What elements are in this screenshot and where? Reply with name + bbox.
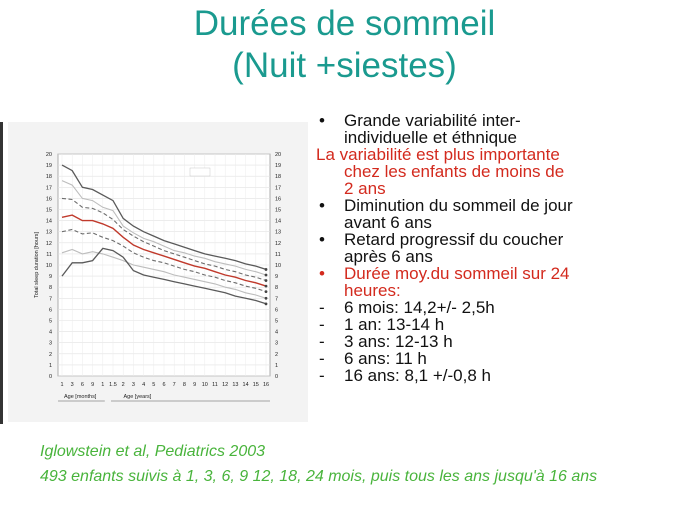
bullet-text: 6 mois: 14,2+/- 2,5h	[344, 298, 495, 317]
bullet-text: Diminution du sommeil de jour	[344, 196, 573, 215]
y-tick-label-right: 19	[275, 163, 282, 170]
bullet-item	[316, 367, 688, 384]
series-end-point	[265, 279, 268, 282]
bullet-text: 3 ans: 12-13 h	[344, 332, 453, 351]
y-tick-label: 19	[45, 163, 52, 170]
bullet-item	[316, 146, 688, 197]
sleep-duration-chart	[0, 112, 312, 424]
y-tick-label: 6	[48, 307, 52, 314]
bullet-item	[316, 231, 688, 265]
x-tick-label: 8	[182, 382, 186, 388]
bullet-text: heures:	[344, 281, 401, 300]
y-tick-label: 10	[45, 263, 52, 269]
y-tick-label: 1	[48, 362, 52, 369]
chart-edge	[0, 122, 3, 424]
x-tick-label: 15	[252, 382, 259, 388]
x-tick-label: 4	[142, 382, 146, 388]
y-tick-label: 4	[48, 329, 52, 336]
y-tick-label: 11	[46, 251, 52, 258]
bullet-text: Durée moy.du sommeil sur 24	[344, 264, 570, 283]
x-tick-label: 10	[201, 382, 208, 388]
y-tick-label: 20	[45, 152, 52, 158]
bullet-text: 1 an: 13-14 h	[344, 315, 445, 334]
y-tick-label: 0	[48, 374, 52, 380]
x-tick-label: 1	[60, 382, 64, 388]
dash-marker: -	[319, 298, 325, 317]
y-tick-label-right: 15	[275, 207, 282, 214]
bullet-text: 6 ans: 11 h	[344, 349, 427, 368]
y-tick-label: 2	[48, 351, 52, 358]
y-tick-label-right: 3	[275, 340, 279, 347]
x-tick-label: 1.5	[109, 382, 117, 388]
y-tick-label-right: 8	[275, 285, 279, 292]
y-tick-label-right: 1	[275, 362, 279, 369]
y-tick-label-right: 9	[275, 274, 279, 281]
x-tick-label: 7	[172, 382, 176, 388]
x-tick-label: 9	[193, 382, 197, 388]
y-tick-label: 14	[45, 218, 52, 225]
dash-marker: -	[319, 315, 325, 334]
x-tick-label: 3	[70, 382, 74, 388]
x-tick-label: 13	[232, 382, 239, 388]
x-tick-label: 12	[222, 382, 229, 388]
bullet-text: La variabilité est plus importante	[316, 145, 560, 164]
bullet-marker: •	[319, 264, 325, 283]
y-tick-label-right: 10	[275, 263, 282, 269]
y-tick-label-right: 11	[275, 251, 281, 258]
y-tick-label: 9	[48, 274, 52, 281]
x-tick-label: 6	[80, 382, 84, 388]
dash-marker: -	[319, 332, 325, 351]
series-end-point	[265, 302, 268, 305]
y-tick-label: 7	[48, 296, 52, 303]
bullet-text: Grande variabilité inter-	[344, 111, 521, 130]
bullet-text: individuelle et éthnique	[344, 128, 517, 147]
y-axis-label: Total sleep duration [hours]	[34, 231, 40, 299]
bullet-text: 2 ans	[344, 179, 386, 198]
bullet-item	[316, 299, 688, 316]
x-tick-label: 2	[121, 382, 125, 388]
reference-detail: 493 enfants suivis à 1, 3, 6, 9 12, 18, 24 mois, puis tous les ans jusqu'à 16 ans	[40, 468, 598, 485]
bullet-marker: •	[319, 230, 325, 249]
dash-marker: -	[319, 349, 325, 368]
y-tick-label-right: 2	[275, 351, 279, 358]
bullet-list	[316, 112, 688, 384]
bullet-marker: •	[319, 111, 325, 130]
y-tick-label-right: 7	[275, 296, 279, 303]
y-tick-label: 18	[45, 174, 52, 181]
series-end-point	[265, 268, 268, 271]
y-tick-label: 17	[45, 185, 52, 192]
y-tick-label-right: 14	[275, 218, 282, 225]
chart-inset-box	[190, 168, 210, 176]
reference-citation: Iglowstein et al, Pediatrics 2003	[40, 443, 266, 460]
y-tick-label: 5	[48, 318, 52, 325]
dash-marker: -	[319, 366, 325, 385]
bullet-marker: •	[319, 196, 325, 215]
series-end-point	[265, 274, 268, 277]
x-tick-label: 6	[162, 382, 166, 388]
slide-title: Durées de sommeil	[193, 4, 496, 43]
bullet-item	[316, 265, 688, 299]
bullet-text: après 6 ans	[344, 247, 433, 266]
series-end-point	[265, 285, 268, 288]
y-tick-label-right: 20	[275, 152, 282, 158]
y-tick-label-right: 5	[275, 318, 279, 325]
y-tick-label-right: 17	[275, 185, 282, 192]
x-axis-label-months: Age [months]	[63, 394, 97, 400]
x-tick-label: 5	[152, 382, 156, 388]
y-tick-label-right: 0	[275, 374, 279, 380]
bullet-item	[316, 316, 688, 333]
bullet-text: avant 6 ans	[344, 213, 432, 232]
y-tick-label: 13	[45, 229, 52, 236]
x-tick-label: 3	[131, 382, 135, 388]
bullet-item	[316, 112, 688, 146]
x-tick-label: 1	[101, 382, 105, 388]
x-tick-label: 9	[91, 382, 95, 388]
y-tick-label: 3	[48, 340, 52, 347]
y-tick-label: 12	[45, 240, 52, 247]
bullet-item	[316, 333, 688, 350]
x-tick-label: 16	[262, 382, 270, 388]
x-tick-label: 11	[212, 382, 218, 388]
y-tick-label: 15	[45, 207, 52, 214]
slide-subtitle: (Nuit +siestes)	[232, 46, 457, 85]
series-end-point	[265, 290, 268, 293]
x-tick-label: 14	[242, 382, 249, 388]
y-tick-label-right: 4	[275, 329, 279, 336]
x-axis-label-years: Age [years]	[123, 394, 152, 400]
y-tick-label-right: 12	[275, 240, 282, 247]
y-tick-label-right: 18	[275, 174, 282, 181]
y-tick-label: 16	[45, 196, 52, 203]
bullet-item	[316, 350, 688, 367]
y-tick-label-right: 16	[275, 196, 282, 203]
y-tick-label-right: 13	[275, 229, 282, 236]
bullet-text: chez les enfants de moins de	[344, 162, 565, 181]
bullet-text: Retard progressif du coucher	[344, 230, 564, 249]
bullet-item	[316, 197, 688, 231]
y-tick-label-right: 6	[275, 307, 279, 314]
y-tick-label: 8	[48, 285, 52, 292]
series-end-point	[265, 297, 268, 300]
bullet-text: 16 ans: 8,1 +/-0,8 h	[344, 366, 491, 385]
